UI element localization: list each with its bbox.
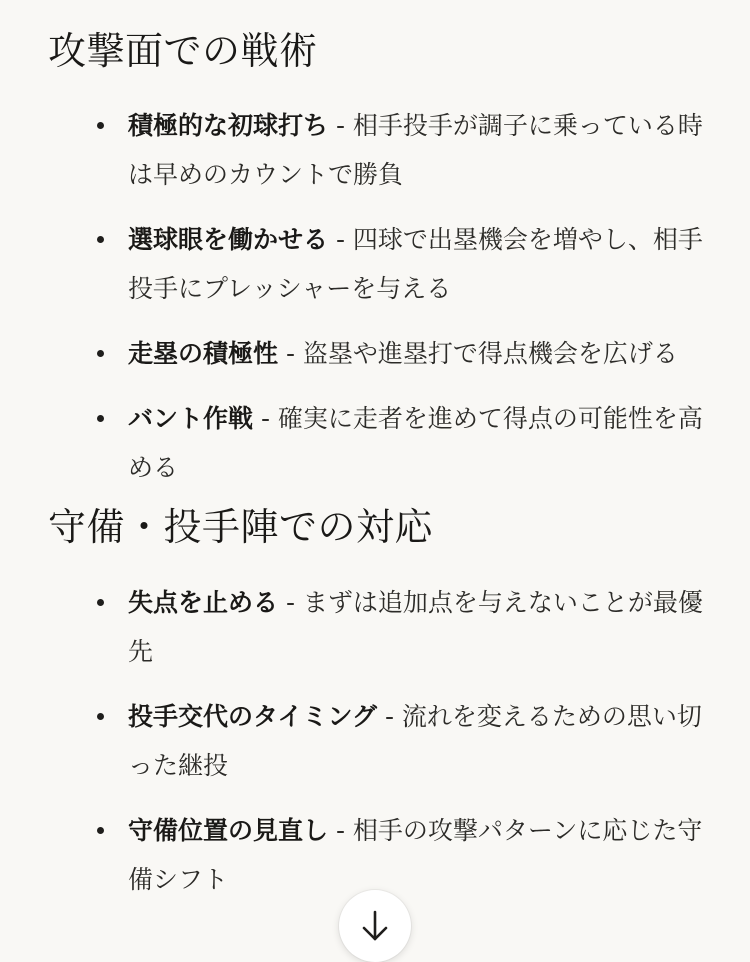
list-item-term: 選球眼を働かせる bbox=[128, 225, 329, 254]
offense-tactics-list bbox=[48, 101, 708, 492]
list-item-desc: - 確実に走者を進めて得点の可能性を高める bbox=[128, 404, 703, 482]
arrow-down-icon bbox=[360, 909, 390, 943]
list-item-desc: - 四球で出塁機会を増やし、相手投手にプレッシャーを与える bbox=[128, 225, 703, 303]
list-item-desc: - 流れを変えるための思い切った継投 bbox=[128, 702, 702, 780]
section-heading-offense: 攻撃面での戦術 bbox=[48, 29, 318, 73]
list-item-term: 失点を止める bbox=[128, 588, 279, 617]
list-item-desc: - 相手投手が調子に乗っている時は早めのカウントで勝負 bbox=[128, 111, 703, 189]
bullet-icon bbox=[97, 713, 104, 720]
bullet-icon bbox=[97, 415, 104, 422]
list-item-desc: - 相手の攻撃パターンに応じた守備シフト bbox=[128, 816, 703, 894]
section-heading-defense: 守備・投手陣での対応 bbox=[48, 505, 434, 549]
bullet-icon bbox=[97, 236, 104, 243]
bullet-icon bbox=[97, 599, 104, 606]
defense-tactics-list bbox=[48, 578, 708, 904]
list-item-desc: - まずは追加点を与えないことが最優先 bbox=[128, 588, 703, 666]
list-item bbox=[48, 215, 708, 313]
list-item-term: 積極的な初球打ち bbox=[128, 111, 329, 140]
list-item-term: バント作戦 bbox=[128, 404, 254, 433]
bullet-icon bbox=[97, 350, 104, 357]
message-content bbox=[48, 22, 708, 904]
list-item-term: 投手交代のタイミング bbox=[128, 702, 378, 731]
list-item-term: 守備位置の見直し bbox=[128, 816, 329, 845]
bullet-icon bbox=[97, 827, 104, 834]
list-item bbox=[48, 692, 708, 790]
list-item bbox=[48, 101, 708, 199]
list-item bbox=[48, 394, 708, 492]
list-item-term: 走塁の積極性 bbox=[128, 339, 279, 368]
scroll-to-bottom-button[interactable] bbox=[339, 890, 411, 962]
list-item bbox=[48, 578, 708, 676]
list-item bbox=[48, 329, 708, 378]
list-item-desc: - 盗塁や進塁打で得点機会を広げる bbox=[278, 339, 678, 368]
bullet-icon bbox=[97, 122, 104, 129]
